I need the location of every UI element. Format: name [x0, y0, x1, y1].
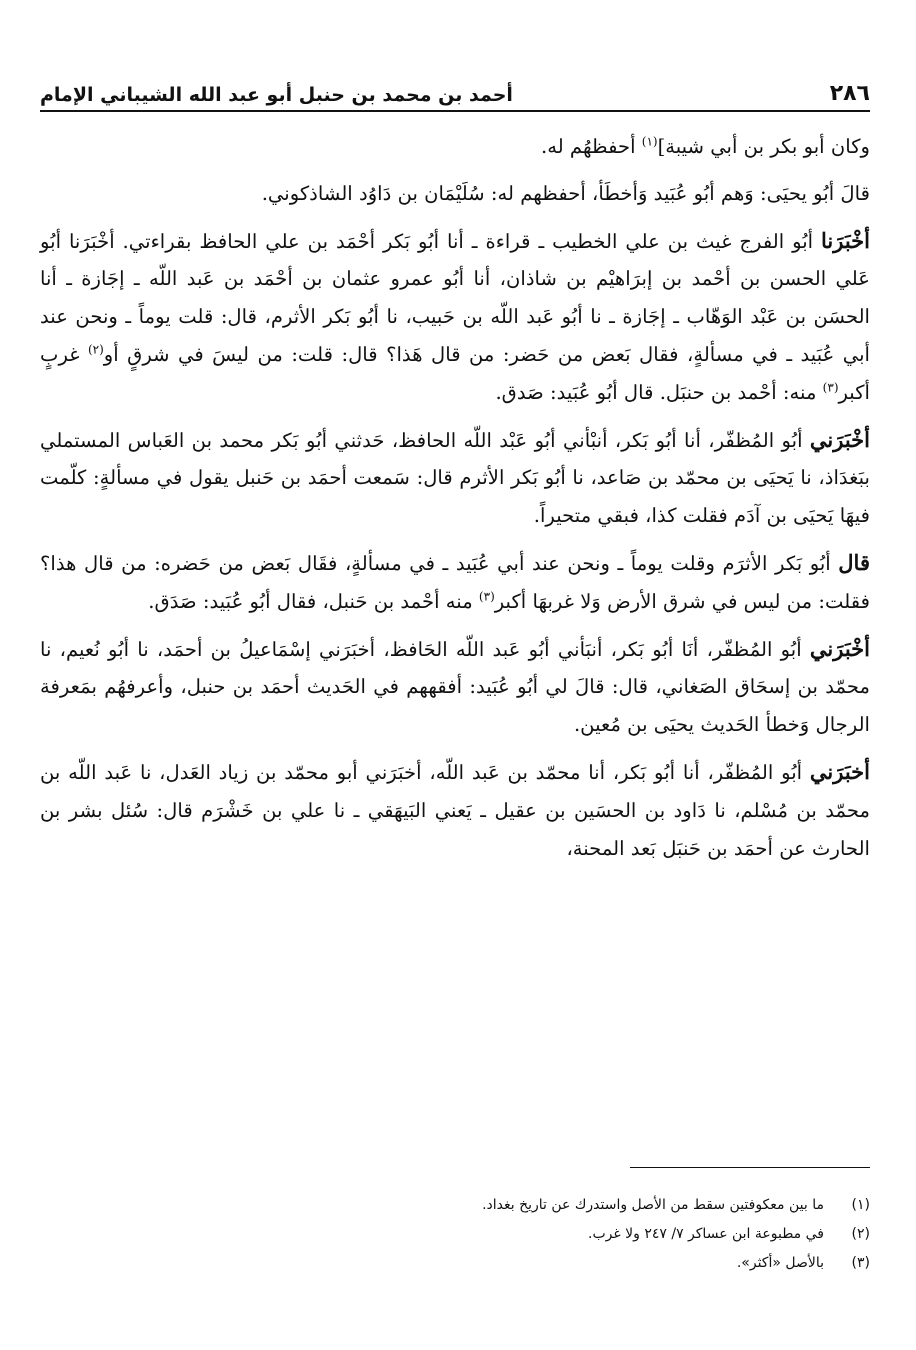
- paragraph-text: منه: أحْمد بن حنبَل. قال أبُو عُبَيد: صَدق.: [495, 380, 823, 404]
- paragraph: [40, 630, 870, 744]
- footnote-number: (٣): [851, 1255, 870, 1271]
- paragraph: [40, 128, 870, 166]
- paragraph-lead-word: أخْبَرَنا: [821, 227, 870, 253]
- header-rule: [40, 110, 870, 112]
- footnote-number: (٢): [851, 1226, 870, 1242]
- footnote-separator: [630, 1167, 870, 1168]
- paragraph-text: منه أحْمد بن حَنبل، فقال أبُو عُبَيد: صَدَق.: [148, 589, 479, 613]
- footnote-marker: (٣): [822, 380, 839, 395]
- paragraph-text: أحفظهُم له.: [541, 135, 642, 158]
- footnote: [40, 1220, 870, 1249]
- footnote-marker: (٢): [87, 342, 104, 357]
- paragraph-text: أبُو المُظفّر، أنا أبُو بَكر، أنا محمّد بن عَبد اللّه، أخبَرَني أبو محمّد بن زياد العَدل، نا عَبد اللّه بن محمّد بن مُسْلم، نا دَاود بن الحسَين بن عقيل ـ يَعني البَيهَقي ـ نا علي بن خَشْرَم قال: سُئل بشر بن الحارث عن أحمَد بن حَنبَل بَعد المحنة،: [40, 760, 870, 860]
- paragraph-text: غربٍ أكبر: [40, 342, 870, 404]
- paragraph-text: أبُو بَكر الأثرَم وقلت يوماً ـ ونحن عند أبي عُبَيد ـ في مسألةٍ، فقَال بَعض من حَضره: من قال هذا؟ فقلت: من ليس في شرق الأرض وَلا غربهَا أكبر: [40, 551, 870, 613]
- page-number: ٢٨٦: [829, 81, 870, 106]
- paragraph-lead-word: أخبَرَني: [809, 758, 870, 784]
- footnote-marker: (٣): [478, 589, 495, 604]
- paragraph-text: أبُو الفرج غيث بن علي الخطيب ـ قراءة ـ أنا أبُو بَكر أحْمَد بن علي الحافظ بقراءتي. أخْبَرَنا أبُو عَلي الحسن بن أحْمد بن إبرَاهيْم بن شاذان، أنا أبُو عمرو عثمان بن أحْمَد بن عَبد اللّه ـ إجَازة ـ أنا الحسَن بن عَبْد الوَهّاب ـ إجَازة ـ نا أبُو عَبد اللّه بن حَبيب، نا أبُو بَكر الأثرم، قال: قلت يوماً ـ ونحن عند أبي عُبَيد ـ في مسألةٍ، فقال بَعض من حَضر: من قال هَذا؟ قال: قلت: من ليسَ في شرقٍ أو: [40, 229, 870, 366]
- page-header: [40, 66, 870, 110]
- paragraph-lead-word: قال: [838, 549, 870, 575]
- paragraph: [40, 421, 870, 535]
- paragraph-lead-word: أخْبَرَني: [809, 635, 870, 661]
- footnote-text: ما بين معكوفتين سقط من الأصل واستدرك عن تاريخ بغداد.: [482, 1197, 824, 1213]
- footnote: [40, 1191, 870, 1220]
- running-title: أحمد بن محمد بن حنبل أبو عبد الله الشيباني الإمام: [40, 84, 513, 106]
- footnote-marker: (١): [641, 134, 658, 149]
- footnote-text: بالأصل «أكثر».: [736, 1255, 824, 1271]
- paragraph-text: وكان أبو بكر بن أبي شيبة]: [657, 135, 870, 158]
- paragraph: [40, 175, 870, 213]
- paragraph-lead-word: أخْبَرَني: [809, 426, 870, 452]
- footnotes: [40, 1191, 870, 1278]
- footnote-number: (١): [851, 1197, 870, 1213]
- paragraph: [40, 222, 870, 412]
- paragraph-text: قالَ أبُو يحيَى: وَهم أبُو عُبَيد وَأخطَأ، أحفظهم له: سُلَيْمَان بن دَاوُد الشاذكوني.: [261, 181, 870, 205]
- paragraph: [40, 753, 870, 867]
- footnote: [40, 1249, 870, 1278]
- paragraph: [40, 544, 870, 621]
- paragraph-text: أبُو المُظفّر، أنَا أبُو بَكر، أنبَأني أبُو عَبد اللّه الحَافظ، أخبَرَني إسْمَاعيلُ بن أحمَد، نا أبُو نُعيم، نا محمّد بن إسحَاق الصَغاني، قال: قالَ لي أبُو عُبَيد: أفقههم في الحَديث أحمَد بن حنبل، وأعرفهُم بمَعرفة الرجال وَخطأ الحَديث يحيَى بن مُعين.: [40, 637, 870, 737]
- main-text: [40, 128, 870, 876]
- paragraph-text: أبُو المُظفّر، أنا أبُو بَكر، أنبْأني أبُو عَبْد اللّه الحافظ، حَدثني أبُو بَكر محمد بن العَباس المستملي ببَغدَاذ، نا يَحيَى بن محمّد بن صَاعد، نا أبُو بَكر الأثرم قال: سَمعت أحمَد بن حَنبل يقول في مسألةٍ: كلّمت فيهَا يَحيَى بن آدَم فقلت كذا، فبقي متحيراً.: [40, 428, 870, 528]
- footnote-text: في مطبوعة ابن عساكر ٧/ ٢٤٧ ولا غرب.: [588, 1226, 824, 1242]
